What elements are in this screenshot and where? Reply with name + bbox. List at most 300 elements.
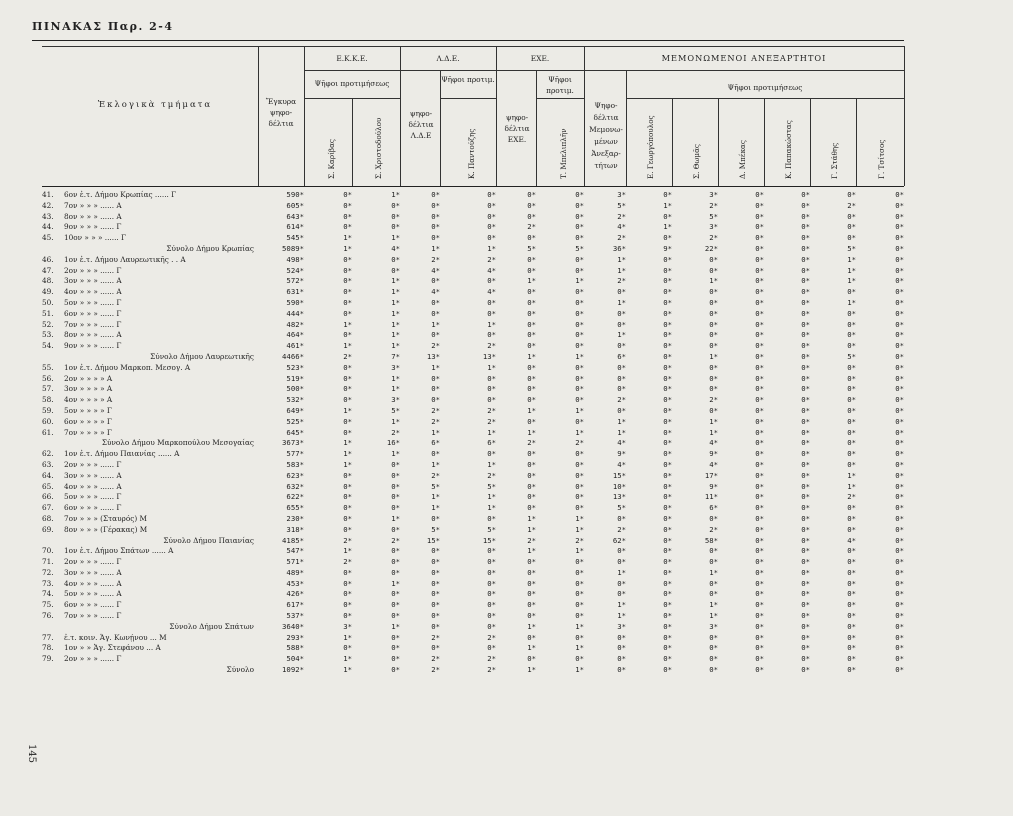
row-number: 44. xyxy=(42,222,54,232)
row-number: 64. xyxy=(42,470,54,480)
table-cell: 0* xyxy=(527,254,536,264)
table-cell: 0* xyxy=(663,211,672,221)
table-cell: 17* xyxy=(704,470,718,480)
table-cell: 1* xyxy=(487,503,496,513)
table-row xyxy=(42,341,904,352)
table-cell: 0* xyxy=(755,600,764,610)
row-label-text: 1ον » » Ἁγ. Στεφάνου ... Α xyxy=(64,643,161,653)
table-cell: 1* xyxy=(847,276,856,286)
table-cell: 0* xyxy=(527,470,536,480)
table-row xyxy=(42,255,904,266)
table-cell: 0* xyxy=(663,395,672,405)
row-label-text: 4ον » » » ...... Α xyxy=(64,287,122,297)
col-divider xyxy=(440,70,441,186)
table-cell: 5* xyxy=(431,481,440,491)
table-cell: 1* xyxy=(617,611,626,621)
table-cell: 2* xyxy=(847,492,856,502)
row-number: 47. xyxy=(42,265,54,275)
table-cell: 0* xyxy=(755,373,764,383)
table-cell: 1* xyxy=(709,567,718,577)
table-cell: 645* xyxy=(286,427,304,437)
row-number: 73. xyxy=(42,578,54,588)
table-cell: 0* xyxy=(709,665,718,675)
table-cell: 0* xyxy=(663,449,672,459)
table-row xyxy=(42,643,904,654)
table-cell: 0* xyxy=(755,632,764,642)
table-cell: 9* xyxy=(709,481,718,491)
table-cell: 498* xyxy=(286,254,304,264)
table-cell: 519* xyxy=(286,373,304,383)
table-row xyxy=(42,492,904,503)
table-cell: 0* xyxy=(617,341,626,351)
row-label xyxy=(42,244,258,255)
table-cell: 0* xyxy=(847,611,856,621)
table-cell: 1* xyxy=(617,567,626,577)
table-row xyxy=(42,525,904,536)
table-cell: 4* xyxy=(431,287,440,297)
table-cell: 0* xyxy=(575,600,584,610)
table-cell: 0* xyxy=(343,427,352,437)
table-cell: 1* xyxy=(527,427,536,437)
row-label xyxy=(42,330,258,341)
table-cell: 1092* xyxy=(282,665,304,675)
table-cell: 1* xyxy=(617,297,626,307)
row-number: 54. xyxy=(42,341,54,351)
table-cell: 0* xyxy=(755,654,764,664)
table-cell: 2* xyxy=(343,535,352,545)
table-cell: 0* xyxy=(575,297,584,307)
table-cell: 583* xyxy=(286,459,304,469)
indep-pref-header: Ψῆφοι προτιμήσεως xyxy=(727,83,803,92)
table-cell: 1* xyxy=(527,405,536,415)
table-cell: 0* xyxy=(847,557,856,567)
table-cell: 0* xyxy=(663,481,672,491)
table-cell: 0* xyxy=(575,492,584,502)
table-cell: 0* xyxy=(847,233,856,243)
table-cell: 0* xyxy=(391,632,400,642)
table-cell: 0* xyxy=(617,308,626,318)
row-number: 43. xyxy=(42,211,54,221)
table-cell: 0* xyxy=(343,297,352,307)
row-label xyxy=(42,622,258,633)
table-cell: 0* xyxy=(343,492,352,502)
table-cell: 1* xyxy=(431,362,440,372)
table-cell: 0* xyxy=(895,632,904,642)
table-total-row xyxy=(42,665,904,676)
table-row xyxy=(42,330,904,341)
row-label xyxy=(42,352,258,363)
table-cell: 0* xyxy=(343,600,352,610)
row-number: 46. xyxy=(42,254,54,264)
table-cell: 0* xyxy=(527,632,536,642)
table-cell: 0* xyxy=(391,643,400,653)
table-cell: 0* xyxy=(487,297,496,307)
table-cell: 0* xyxy=(895,470,904,480)
table-cell: 0* xyxy=(487,600,496,610)
table-cell: 0* xyxy=(847,190,856,199)
table-row xyxy=(42,363,904,374)
table-cell: 1* xyxy=(527,513,536,523)
indep-header: ΜΕΜΟΝΩΜΕΝΟΙ ΑΝΕΞΑΡΤΗΤΟΙ xyxy=(661,53,827,63)
table-cell: 0* xyxy=(575,341,584,351)
row-number: 56. xyxy=(42,373,54,383)
indep-candidate-4: Κ. Παπακώστας xyxy=(784,120,793,179)
ekke-candidate-1: Σ. Καρίβας xyxy=(327,139,336,179)
row-label xyxy=(42,233,258,244)
table-cell: 1* xyxy=(527,643,536,653)
row-label xyxy=(42,449,258,460)
table-cell: 0* xyxy=(847,341,856,351)
indep-ballots-header: Ψηφο-δέλτια Μεμονω-μένων Ἀνεξαρ-τήτων xyxy=(589,101,623,170)
row-number: 72. xyxy=(42,567,54,577)
row-number: 48. xyxy=(42,276,54,286)
row-label-text: 6ον ἐ.τ. Δήμου Κρωπίας ...... Γ xyxy=(64,190,177,199)
table-row xyxy=(42,503,904,514)
table-cell: 5089* xyxy=(282,243,304,253)
table-cell: 5* xyxy=(391,405,400,415)
table-cell: 2* xyxy=(431,341,440,351)
table-cell: 0* xyxy=(487,384,496,394)
table-cell: 1* xyxy=(709,427,718,437)
table-cell: 0* xyxy=(801,405,810,415)
table-cell: 0* xyxy=(847,449,856,459)
table-cell: 0* xyxy=(663,621,672,631)
table-cell: 1* xyxy=(663,222,672,232)
table-cell: 0* xyxy=(663,492,672,502)
table-cell: 0* xyxy=(709,362,718,372)
row-label xyxy=(42,363,258,374)
table-cell: 0* xyxy=(755,287,764,297)
row-label-text: 2ον » » » ...... Γ xyxy=(64,459,122,469)
table-cell: 0* xyxy=(343,611,352,621)
sections-header: Ἐκλογικὰ τμήματα xyxy=(97,100,213,110)
row-label xyxy=(42,255,258,266)
table-cell: 1* xyxy=(575,351,584,361)
table-cell: 1* xyxy=(391,449,400,459)
table-cell: 0* xyxy=(343,308,352,318)
table-cell: 0* xyxy=(755,190,764,199)
table-cell: 0* xyxy=(847,308,856,318)
table-cell: 0* xyxy=(895,611,904,621)
row-label-text: 6ον » » » ...... Γ xyxy=(64,600,122,610)
table-cell: 0* xyxy=(431,578,440,588)
row-label xyxy=(42,492,258,503)
table-cell: 2* xyxy=(709,524,718,534)
table-cell: 0* xyxy=(431,589,440,599)
table-cell: 0* xyxy=(895,308,904,318)
table-cell: 0* xyxy=(755,200,764,210)
row-label-text: 4ον » » » ...... Α xyxy=(64,481,122,491)
table-cell: 0* xyxy=(895,190,904,199)
table-cell: 0* xyxy=(431,297,440,307)
table-cell: 0* xyxy=(487,308,496,318)
table-cell: 0* xyxy=(527,459,536,469)
table-cell: 0* xyxy=(487,589,496,599)
row-label-text: 7ον » » » ...... Α xyxy=(64,200,122,210)
table-cell: 0* xyxy=(617,665,626,675)
table-cell: 2* xyxy=(617,233,626,243)
table-cell: 0* xyxy=(847,459,856,469)
table-cell: 0* xyxy=(895,459,904,469)
table-cell: 0* xyxy=(343,384,352,394)
col-divider xyxy=(856,98,857,186)
table-cell: 1* xyxy=(617,416,626,426)
table-cell: 0* xyxy=(663,427,672,437)
table-cell: 1* xyxy=(391,190,400,199)
row-label-text: 1ον ἐ.τ. Δήμου Μαρκοπ. Μεσογ. Α xyxy=(64,362,191,372)
table-cell: 0* xyxy=(527,449,536,459)
table-cell: 0* xyxy=(527,567,536,577)
table-cell: 0* xyxy=(431,395,440,405)
table-cell: 0* xyxy=(895,621,904,631)
row-number: 57. xyxy=(42,384,54,394)
table-cell: 0* xyxy=(343,287,352,297)
table-cell: 0* xyxy=(755,416,764,426)
table-cell: 0* xyxy=(895,405,904,415)
table-cell: 0* xyxy=(617,589,626,599)
table-cell: 482* xyxy=(286,319,304,329)
table-cell: 0* xyxy=(709,373,718,383)
table-cell: 0* xyxy=(617,373,626,383)
table-cell: 1* xyxy=(527,621,536,631)
table-cell: 0* xyxy=(847,643,856,653)
row-label-text: 6ον » » » ...... Γ xyxy=(64,503,122,513)
row-label-text: 8ον » » » ...... Α xyxy=(64,211,122,221)
title-rule xyxy=(32,40,904,41)
table-cell: 0* xyxy=(391,589,400,599)
table-cell: 0* xyxy=(617,513,626,523)
col-divider xyxy=(718,98,719,186)
table-cell: 6* xyxy=(431,438,440,448)
row-number: 49. xyxy=(42,287,54,297)
row-label xyxy=(42,503,258,514)
table-cell: 0* xyxy=(709,319,718,329)
table-cell: 0* xyxy=(895,233,904,243)
table-cell: 0* xyxy=(391,524,400,534)
table-cell: 0* xyxy=(663,459,672,469)
row-label-text: 2ον » » » ...... Γ xyxy=(64,265,122,275)
table-cell: 0* xyxy=(755,470,764,480)
table-cell: 0* xyxy=(575,654,584,664)
table-cell: 0* xyxy=(663,643,672,653)
table-cell: 0* xyxy=(343,513,352,523)
table-cell: 0* xyxy=(663,265,672,275)
row-label-text: 5ον » » » ...... Γ xyxy=(64,297,122,307)
table-cell: 5* xyxy=(617,503,626,513)
table-cell: 0* xyxy=(755,405,764,415)
table-cell: 0* xyxy=(847,211,856,221)
table-cell: 0* xyxy=(431,190,440,199)
table-cell: 0* xyxy=(895,265,904,275)
table-cell: 7* xyxy=(391,351,400,361)
table-cell: 0* xyxy=(801,546,810,556)
table-cell: 0* xyxy=(895,276,904,286)
table-row xyxy=(42,417,904,428)
table-cell: 0* xyxy=(527,373,536,383)
row-label-text: 7ον » » » (Σταυρός) Μ xyxy=(64,513,147,523)
table-cell: 0* xyxy=(755,557,764,567)
table-cell: 0* xyxy=(487,330,496,340)
table-cell: 2* xyxy=(431,254,440,264)
table-cell: 0* xyxy=(527,557,536,567)
table-cell: 500* xyxy=(286,384,304,394)
table-cell: 0* xyxy=(895,330,904,340)
exe-sub-rule xyxy=(536,98,584,99)
table-cell: 0* xyxy=(895,492,904,502)
table-cell: 1* xyxy=(847,297,856,307)
table-cell: 0* xyxy=(527,233,536,243)
lde-header: Λ.Δ.Ε. xyxy=(436,54,460,63)
table-cell: 2* xyxy=(617,276,626,286)
table-cell: 0* xyxy=(431,233,440,243)
table-cell: 3* xyxy=(391,395,400,405)
table-cell: 0* xyxy=(527,287,536,297)
table-cell: 0* xyxy=(487,611,496,621)
table-cell: 0* xyxy=(343,567,352,577)
table-cell: 0* xyxy=(343,578,352,588)
table-cell: 4* xyxy=(431,265,440,275)
table-total-row xyxy=(42,536,904,547)
table-cell: 0* xyxy=(801,362,810,372)
row-number: 63. xyxy=(42,459,54,469)
table-cell: 0* xyxy=(895,243,904,253)
table-cell: 0* xyxy=(895,200,904,210)
table-cell: 0* xyxy=(847,621,856,631)
table-cell: 0* xyxy=(755,643,764,653)
table-cell: 0* xyxy=(801,449,810,459)
table-cell: 0* xyxy=(801,513,810,523)
group-rule xyxy=(304,70,904,71)
table-cell: 2* xyxy=(431,654,440,664)
table-cell: 0* xyxy=(575,459,584,469)
table-cell: 0* xyxy=(755,449,764,459)
table-cell: 1* xyxy=(575,524,584,534)
table-cell: 2* xyxy=(391,535,400,545)
table-cell: 0* xyxy=(487,200,496,210)
table-cell: 0* xyxy=(617,578,626,588)
row-label-text: 3ον » » » ...... Α xyxy=(64,567,122,577)
table-cell: 0* xyxy=(487,190,496,199)
row-label xyxy=(42,417,258,428)
ekke-candidate-2: Σ. Χριστοδούλου xyxy=(374,117,383,179)
table-cell: 0* xyxy=(663,330,672,340)
table-cell: 0* xyxy=(487,233,496,243)
table-cell: 230* xyxy=(286,513,304,523)
header-bottom-rule xyxy=(42,186,904,187)
row-number: 76. xyxy=(42,611,54,621)
table-cell: 0* xyxy=(343,503,352,513)
row-number: 52. xyxy=(42,319,54,329)
table-cell: 5* xyxy=(575,243,584,253)
row-number: 55. xyxy=(42,362,54,372)
table-cell: 3* xyxy=(617,621,626,631)
table-row xyxy=(42,579,904,590)
table-cell: 0* xyxy=(575,589,584,599)
table-cell: 0* xyxy=(431,513,440,523)
table-cell: 0* xyxy=(801,243,810,253)
table-cell: 0* xyxy=(755,665,764,675)
table-cell: 571* xyxy=(286,557,304,567)
table-cell: 1* xyxy=(391,319,400,329)
table-cell: 1* xyxy=(343,459,352,469)
col-divider xyxy=(304,46,305,186)
table-cell: 0* xyxy=(755,395,764,405)
table-cell: 0* xyxy=(755,611,764,621)
table-cell: 0* xyxy=(801,427,810,437)
table-cell: 0* xyxy=(709,546,718,556)
row-number: 62. xyxy=(42,449,54,459)
table-cell: 2* xyxy=(847,200,856,210)
table-row xyxy=(42,309,904,320)
table-cell: 0* xyxy=(847,222,856,232)
table-cell: 0* xyxy=(391,492,400,502)
row-label-text: 6ον » » » ...... Γ xyxy=(64,308,122,318)
table-row xyxy=(42,568,904,579)
table-cell: 0* xyxy=(709,632,718,642)
row-label xyxy=(42,546,258,557)
table-cell: 2* xyxy=(527,222,536,232)
table-cell: 2* xyxy=(487,632,496,642)
table-cell: 0* xyxy=(575,578,584,588)
table-cell: 0* xyxy=(431,373,440,383)
table-cell: 11* xyxy=(704,492,718,502)
table-cell: 0* xyxy=(487,276,496,286)
table-cell: 2* xyxy=(487,405,496,415)
table-cell: 0* xyxy=(755,308,764,318)
exe-ballots-header: ψηφο-δέλτια ΕΧΕ. xyxy=(504,113,530,144)
table-cell: 0* xyxy=(847,503,856,513)
table-cell: 0* xyxy=(343,362,352,372)
table-cell: 2* xyxy=(487,254,496,264)
table-row xyxy=(42,546,904,557)
table-cell: 0* xyxy=(895,341,904,351)
table-cell: 461* xyxy=(286,341,304,351)
table-cell: 0* xyxy=(575,308,584,318)
table-cell: 0* xyxy=(431,643,440,653)
table-cell: 614* xyxy=(286,222,304,232)
table-row xyxy=(42,201,904,212)
table-cell: 0* xyxy=(431,611,440,621)
table-cell: 15* xyxy=(482,535,496,545)
table-cell: 0* xyxy=(709,513,718,523)
table-cell: 1* xyxy=(487,243,496,253)
row-label xyxy=(42,374,258,385)
table-cell: 0* xyxy=(527,362,536,372)
table-cell: 0* xyxy=(391,481,400,491)
table-cell: 0* xyxy=(391,211,400,221)
table-cell: 36* xyxy=(612,243,626,253)
row-label-text: 3ον » » » » Α xyxy=(64,384,113,394)
table-cell: 1* xyxy=(617,265,626,275)
exe-candidate-1: Τ. Μπελιπλῆν xyxy=(559,128,568,179)
row-number: 51. xyxy=(42,308,54,318)
table-cell: 4* xyxy=(617,459,626,469)
table-row xyxy=(42,222,904,233)
table-cell: 0* xyxy=(663,362,672,372)
row-number: 42. xyxy=(42,200,54,210)
table-cell: 3* xyxy=(617,190,626,199)
table-cell: 0* xyxy=(755,503,764,513)
page-title: ΠΙΝΑΚΑΣ Παρ. 2-4 xyxy=(32,20,174,33)
table-cell: 0* xyxy=(895,395,904,405)
table-cell: 0* xyxy=(847,546,856,556)
table-cell: 0* xyxy=(847,578,856,588)
row-number: 60. xyxy=(42,416,54,426)
table-cell: 4* xyxy=(847,535,856,545)
table-cell: 1* xyxy=(709,611,718,621)
table-cell: 0* xyxy=(895,557,904,567)
table-cell: 504* xyxy=(286,654,304,664)
